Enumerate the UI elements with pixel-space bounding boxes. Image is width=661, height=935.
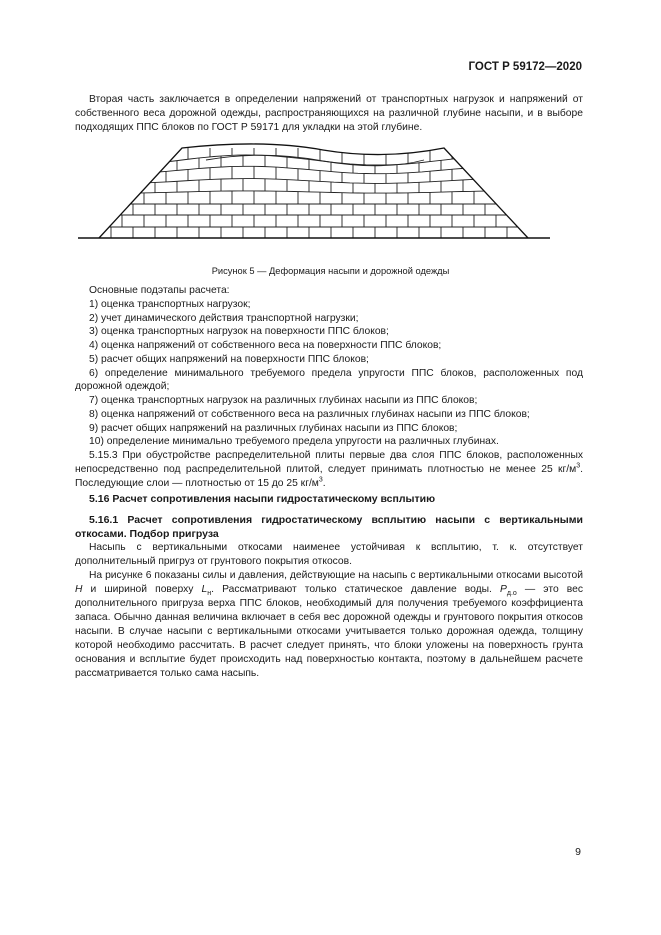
list-item: 10) определение минимально требуемого предела упругости на различных глубинах. [89,436,499,448]
list-item: 6) определение минимального требуемого предела упругости ППС блоков, расположенных под дорожной одеждой; [75,367,583,393]
brick-course [78,179,550,184]
list-item: 3) оценка транспортных нагрузок на поверхности ППС блоков; [89,326,389,338]
paragraph-vertical-slopes: Насыпь с вертикальными откосами наименее устойчивая к всплытию, т. к. отсутствует дополнительный пригруз от грунтового покрытия откосов. [75,542,583,567]
page-number: 9 [575,846,581,858]
intro-paragraph [75,93,583,135]
body-text [75,541,583,681]
embankment-outline [99,144,528,238]
document-header: ГОСТ Р 59172—2020 [468,61,582,73]
stages-title: Основные подэтапы расчета: [89,285,230,296]
brick-course [78,166,550,173]
list-item: 8) оценка напряжений от собственного веса на различных глубинах насыпи из ППС блоков; [89,408,530,420]
list-item: 4) оценка напряжений от собственного веса на поверхности ППС блоков; [89,340,442,351]
list-item: 9) расчет общих напряжений на различных глубинах насыпи из ППС блоков; [89,422,458,434]
figure-caption: Рисунок 5 — Деформация насыпи и дорожной одежды [211,266,450,276]
list-item: 2) учет динамического действия транспортной нагрузки; [89,312,359,324]
intro-text: Вторая часть заключается в определении напряжений от транспортных нагрузок и напряжений от собственного веса дорожной одежды, распространяющихся на различной глубине насыпи, и в выборе подходящих ППС блоков по ГОСТ Р 59171 для укладки на этой глубине. [75,94,583,133]
brick-course [78,191,550,193]
section-heading-5-16: 5.16 Расчет сопротивления насыпи гидростатическому всплытию [89,493,436,505]
brick-course [78,155,550,165]
stages-list [75,284,583,490]
list-item: 7) оценка транспортных нагрузок на различных глубинах насыпи из ППС блоков; [89,395,478,406]
list-item: 1) оценка транспортных нагрузок; [89,298,251,310]
list-item: 5) расчет общих напряжений на поверхности ППС блоков; [89,353,369,365]
embankment-figure [78,140,550,244]
section-heading-5-16-1: 5.16.1 Расчет сопротивления гидростатическому всплытию насыпи с вертикальными откосами. Подбор пригруза [75,514,583,540]
paragraph-figure-6: На рисунке 6 показаны силы и давления, действующие на насыпь с вертикальными откосами высотой H и шириной поверху $L_н$. Рассматривают только статическое давление воды. $P_{д.о}$ — это вес дополнительного пригруза верха ППС блоков, необходимый для получения требуемого коэффициента запаса. Обычно данная величина включает в себя вес дорожной одежды и грунтового покрытия откосов насыпи. В случае насыпи с вертикальными откосами учитывается только дорожная одежда, толщину которой необходимо рассчитать. В расчет следует принять, что блоки уложены на поверхность грунта основания и всплытие будет происходить над поверхностью контакта, поэтому в дальнейшем расчете рассматривается только сама насыпь. [75,570,583,679]
clause-5-15-3: 5.15.3 При обустройстве распределительной плиты первые два слоя ППС блоков, расположенных непосредственно под распределительной плитой, следует принимать плотностью не менее 25 $кг/м^3$. Последующие слои — плотностью от 15 до 25 $кг/м^3$. [75,450,583,489]
